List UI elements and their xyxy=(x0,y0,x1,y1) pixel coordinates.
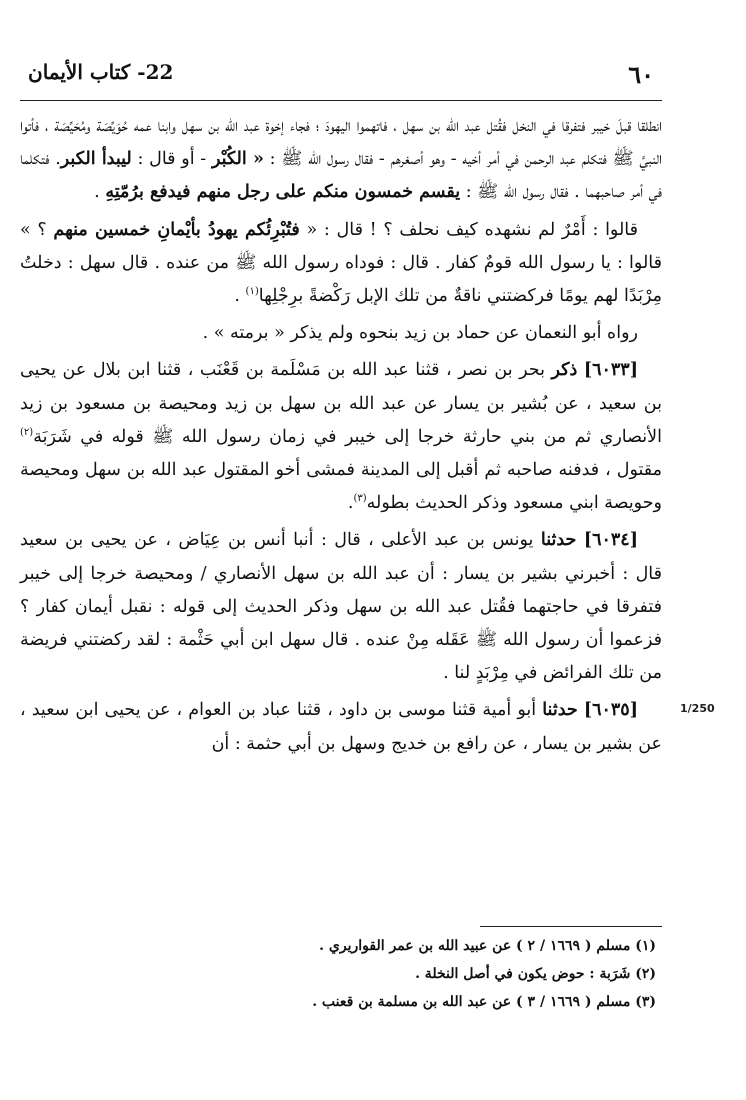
footnote-1: (١) مسلم ( ١٦٦٩ / ٢ ) عن عبيد الله بن عمر القواريري . xyxy=(319,938,656,954)
hadith-number: [٦٠٣٣] xyxy=(583,360,638,381)
header-divider xyxy=(20,100,662,101)
hadith-number: [٦٠٣٤] xyxy=(583,530,638,551)
paragraph-1: انطلقا قبلَ خيبر فتفرقا في النخل فقُتل عبد الله بن سهل ، فاتهموا اليهودَ ؛ فجاء إخوة عبد الله بن سهل وابنا عمه حُوَيِّصَة ومُحَيِّصَة ، فأتوا النبيَّ ﷺ فتكلم عبد الرحمن في أمر أخيه - وهو أصغرهم - فقال رسول الله ﷺ : « الكُبْر - أو قال : ليبدأ الكبر. فتكلما في أمر صاحبهما . فقال رسول الله ﷺ : يقسم خمسون منكم على رجل منهم فيدفع برُمّتِهِ . xyxy=(20,116,662,203)
main-text xyxy=(20,110,662,765)
footnote-marker-1: (١) xyxy=(245,286,259,298)
hadith-number: [٦٠٣٥] xyxy=(583,700,638,721)
page-header xyxy=(20,56,662,96)
footnote-divider xyxy=(480,926,662,927)
footnote-marker-3: (٣) xyxy=(353,493,367,505)
footnotes xyxy=(20,932,662,1016)
hadith-6033: [٦٠٣٣] ذكر بحر بن نصر ، قثنا عبد الله بن مَسْلَمة بن قَعْنَب ، قثنا ابن بلال عن يحيى بن سعيد ، عن بُشير بن يسار عن عبد الله بن سهل بن زيد ومحيصة بن مسعود بن زيد الأنصاري ثم من بني حارثة خرجا إلى خيبر في زمان رسول الله ﷺ قوله في شَرَبَة$^{(٢)}$ مقتول ، فدفنه صاحبه ثم أقبل إلى المدينة فمشى أخو المقتول عبد الله بن سهل ومحيصة وحويصة ابني مسعود وذكر الحديث بطوله$^{(٣)}$. xyxy=(20,360,662,514)
chapter-title: 22- كتاب الأيمان xyxy=(28,60,174,84)
page-number: ٦٠ xyxy=(628,60,654,89)
paragraph-3: رواه أبو النعمان عن حماد بن زيد بنحوه ولم يذكر « برمته » . xyxy=(202,323,638,344)
hadith-6035: [٦٠٣٥] حدثنا أبو أمية قثنا موسى بن داود ، قثنا عباد بن العوام ، عن يحيى ابن سعيد ، عن بشير بن يسار ، عن رافع بن خديج وسهل بن أبي حثمة : أن xyxy=(20,700,662,754)
footnote-marker-2: (٢) xyxy=(20,427,34,438)
footnote-3: (٣) مسلم ( ١٦٦٩ / ٣ ) عن عبد الله بن مسلمة بن قعنب . xyxy=(312,994,656,1010)
footnote-2: (٢) شَرَبة : حوض يكون في أصل النخلة . xyxy=(415,966,656,982)
hadith-6034: [٦٠٣٤] حدثنا يونس بن عبد الأعلى ، قال : أنبا أنس بن عِيَاض ، عن يحيى بن سعيد قال : أخبرني بشير بن يسار : أن عبد الله بن سهل الأنصاري / ومحيصة خرجا إلى خيبر فتفرقا في حاجتهما فقُتل عبد الله بن سهل وذكر الحديث إلى قوله : نقبل أيمان كفار ؟ فزعموا أن رسول الله ﷺ عَقَله مِنْ عنده . قال سهل ابن أبي حَثْمة : لقد ركضتني فريضة من تلك الفرائض في مِرْبَدٍ لنا . xyxy=(20,530,662,684)
paragraph-2: قالوا : أَمْرٌ لم نشهده كيف نحلف ؟ ! قال : « فتُبْرِئُكم يهودُ بأيْمانِ خمسين منهم ؟ » قالوا : يا رسول الله قومٌ كفار . قال : فوداه رسول الله ﷺ من عنده . قال سهل : دخلتُ مِرْبَدًا لهم يومًا فركضتني ناقةٌ من تلك الإبل رَكْضةً برِجْلِها$^{(١)}$ . xyxy=(20,219,662,307)
manuscript-folio-reference: 1/250 xyxy=(680,702,715,715)
